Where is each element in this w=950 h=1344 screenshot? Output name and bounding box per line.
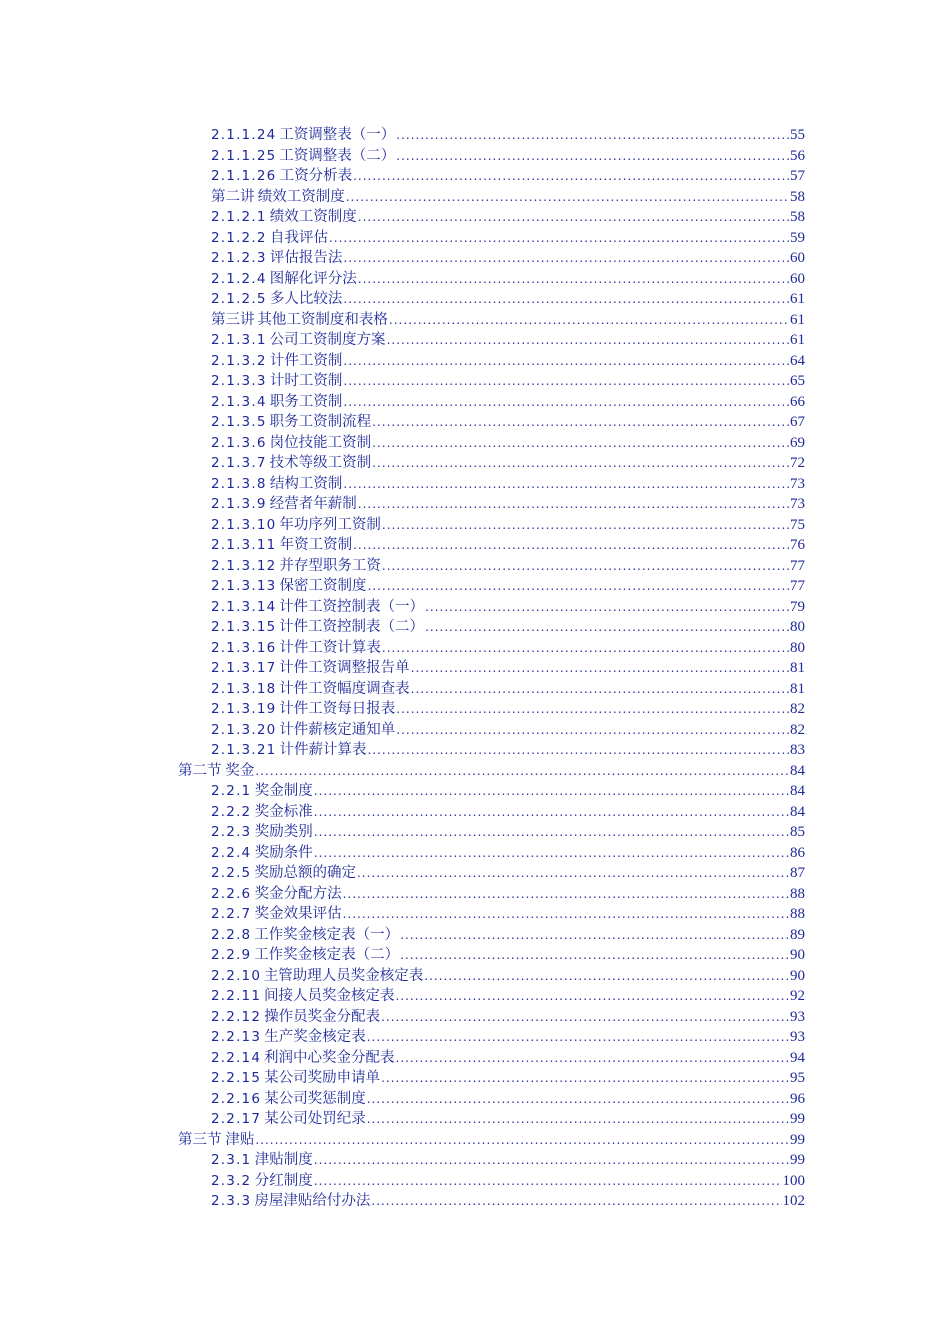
toc-entry-page: 93 [790,1008,805,1025]
toc-leader-dots [381,1068,789,1089]
toc-entry[interactable] [0,289,950,310]
toc-leader-dots [372,453,789,474]
toc-entry-number: 2.1.1.24 [211,127,277,143]
toc-entry-title: 奖励类别 [254,824,313,840]
toc-entry-title: 奖励总额的确定 [254,865,356,881]
toc-entry-page: 76 [790,537,805,553]
toc-entry-page: 82 [790,721,805,738]
toc-entry-title: 计件工资调整报告单 [279,660,410,676]
toc-entry-number: 2.1.3.4 [211,393,267,410]
toc-entry-page: 95 [790,1070,805,1086]
toc-entry-title: 结构工资制 [269,475,343,492]
toc-entry[interactable] [0,248,950,269]
toc-entry[interactable] [0,679,950,700]
toc-entry-number: 2.1.3.10 [211,516,277,533]
toc-leader-dots [357,863,789,884]
toc-leader-dots [411,658,789,679]
toc-entry[interactable] [0,658,950,679]
toc-entry-title: 房屋津贴给付办法 [254,1193,371,1209]
toc-entry-title: 奖金制度 [254,783,313,799]
toc-entry-title: 生产奖金核定表 [264,1029,366,1045]
toc-entry-number: 2.1.3.12 [211,557,277,574]
toc-entry-title: 计件工资控制表（二） [279,619,425,635]
toc-leader-dots [314,1171,782,1192]
toc-entry-number: 2.2.8 [211,926,252,943]
toc-entry[interactable] [0,925,950,946]
toc-entry-number: 2.1.3.9 [211,496,267,512]
toc-entry-page: 60 [790,250,805,266]
toc-entry-number: 2.3.3 [211,1193,252,1209]
toc-entry-page: 61 [790,311,805,328]
toc-entry[interactable] [0,351,950,372]
toc-entry-title: 奖金标准 [254,803,313,820]
toc-entry-title: 工资调整表（一） [279,127,396,143]
toc-leader-dots [343,351,789,372]
toc-entry-page: 79 [790,598,805,615]
toc-entry-title: 某公司奖励申请单 [264,1070,381,1086]
toc-entry-page: 65 [790,373,805,389]
toc-leader-dots [425,617,789,638]
toc-entry-title: 主管助理人员奖金核定表 [263,967,424,984]
toc-entry-number: 2.1.3.18 [211,680,277,697]
toc-entry[interactable] [0,1171,950,1192]
toc-leader-dots [367,1109,789,1130]
toc-entry[interactable] [0,986,950,1007]
toc-entry[interactable] [0,843,950,864]
toc-entry-page: 61 [790,291,805,307]
toc-entry-page: 81 [790,680,805,697]
toc-entry-number: 2.2.1 [211,783,252,799]
toc-leader-dots [314,781,789,802]
toc-entry[interactable] [0,453,950,474]
toc-entry-title: 奖金 [225,762,255,779]
toc-entry-title: 其他工资制度和表格 [257,311,388,328]
toc-entry[interactable] [0,638,950,659]
toc-entry-title: 计件工资幅度调查表 [279,680,410,697]
toc-leader-dots [358,269,789,290]
toc-entry-title: 图解化评分法 [269,270,357,287]
toc-entry[interactable] [0,412,950,433]
toc-entry-number: 2.2.4 [211,844,252,861]
toc-entry-number: 2.1.3.20 [211,721,277,738]
toc-entry-number: 2.1.3.13 [211,578,277,594]
toc-entry[interactable] [0,822,950,843]
toc-entry-number: 2.1.3.17 [211,660,277,676]
toc-entry-number: 2.1.3.5 [211,414,267,430]
toc-entry-number: 第二讲 [211,188,255,205]
toc-entry[interactable] [0,207,950,228]
toc-entry[interactable] [0,187,950,208]
toc-entry-page: 73 [790,475,805,492]
toc-entry-number: 2.2.12 [211,1008,262,1025]
toc-leader-dots [367,1027,789,1048]
toc-entry-page: 84 [790,762,805,779]
toc-entry-page: 86 [790,844,805,861]
toc-entry-number: 2.2.13 [211,1029,262,1045]
toc-leader-dots [358,207,789,228]
toc-entry-title: 奖金分配方法 [254,885,342,902]
toc-entry-page: 67 [790,414,805,430]
toc-entry-page: 72 [790,455,805,471]
toc-entry-number: 2.1.3.3 [211,373,267,389]
toc-entry-title: 职务工资制流程 [269,414,372,430]
toc-entry-number: 2.1.3.8 [211,475,267,492]
toc-entry-title: 多人比较法 [269,291,343,307]
toc-entry[interactable] [0,761,950,782]
toc-entry-page: 81 [790,660,805,676]
toc-entry-page: 96 [790,1090,805,1107]
toc-entry[interactable] [0,1027,950,1048]
toc-leader-dots [382,638,789,659]
toc-entry-page: 92 [790,988,805,1004]
toc-leader-dots [255,761,789,782]
toc-entry-title: 奖励条件 [254,844,313,861]
toc-entry[interactable] [0,740,950,761]
toc-leader-dots [353,535,789,556]
toc-entry-title: 公司工资制度方案 [269,332,386,348]
toc-entry[interactable] [0,1130,950,1151]
toc-entry-number: 2.2.5 [211,865,252,881]
toc-entry[interactable] [0,699,950,720]
toc-entry-page: 82 [790,701,805,717]
toc-entry-page: 94 [790,1049,805,1066]
toc-leader-dots [389,310,789,331]
toc-leader-dots [346,187,789,208]
toc-entry[interactable] [0,433,950,454]
toc-entry-title: 津贴制度 [254,1152,313,1168]
toc-leader-dots [396,125,789,146]
toc-leader-dots [372,433,789,454]
toc-entry-title: 经营者年薪制 [269,496,357,512]
toc-leader-dots [382,556,789,577]
toc-entry-number: 2.1.3.15 [211,619,277,635]
toc-entry-page: 88 [790,885,805,902]
toc-entry-number: 2.2.3 [211,824,252,840]
toc-entry-title: 工资调整表（二） [279,147,396,164]
toc-entry[interactable] [0,228,950,249]
toc-leader-dots [343,884,789,905]
toc-leader-dots [358,494,789,515]
toc-entry[interactable] [0,556,950,577]
toc-entry-number: 2.1.3.2 [211,352,267,369]
toc-entry[interactable] [0,945,950,966]
toc-entry[interactable] [0,330,950,351]
toc-leader-dots [343,904,789,925]
toc-entry-title: 某公司处罚纪录 [264,1111,366,1127]
toc-leader-dots [343,248,789,269]
toc-entry[interactable] [0,310,950,331]
toc-entry-page: 60 [790,270,805,287]
toc-leader-dots [367,740,789,761]
toc-entry-number: 2.2.16 [211,1090,262,1107]
toc-leader-dots [367,576,789,597]
toc-leader-dots [372,412,789,433]
toc-entry[interactable] [0,1089,950,1110]
toc-entry[interactable] [0,371,950,392]
toc-entry-number: 2.1.3.7 [211,455,267,471]
toc-entry[interactable] [0,1068,950,1089]
toc-entry-title: 绩效工资制度 [257,188,345,205]
toc-entry[interactable] [0,802,950,823]
toc-entry-title: 岗位技能工资制 [269,434,372,451]
toc-entry[interactable] [0,535,950,556]
toc-entry-number: 2.2.9 [211,947,252,963]
toc-leader-dots [396,699,789,720]
toc-entry-page: 87 [790,865,805,881]
toc-entry-title: 年功序列工资制 [279,516,381,533]
toc-entry[interactable] [0,1150,950,1171]
toc-entry-title: 津贴 [225,1131,255,1148]
toc-entry-page: 84 [790,783,805,799]
toc-entry[interactable] [0,166,950,187]
toc-entry-page: 57 [790,168,805,184]
toc-entry-number: 2.1.3.16 [211,639,277,656]
toc-entry-title: 计件薪计算表 [279,742,367,758]
toc-leader-dots [382,515,789,536]
table-of-contents [0,125,950,1212]
toc-entry-number: 2.1.3.14 [211,598,277,615]
toc-entry-page: 99 [790,1152,805,1168]
toc-entry-title: 工作奖金核定表（二） [254,947,400,963]
toc-leader-dots [343,371,789,392]
toc-entry-title: 计件工资每日报表 [279,701,396,717]
toc-entry-page: 100 [782,1172,805,1189]
toc-entry-page: 99 [790,1131,805,1148]
toc-entry-page: 75 [790,516,805,533]
toc-entry-page: 85 [790,824,805,840]
toc-entry-page: 55 [790,127,805,143]
toc-entry-title: 某公司奖惩制度 [264,1090,366,1107]
toc-entry[interactable] [0,269,950,290]
toc-entry[interactable] [0,515,950,536]
toc-entry-page: 84 [790,803,805,820]
toc-entry[interactable] [0,904,950,925]
toc-leader-dots [314,1150,789,1171]
toc-entry[interactable] [0,1191,950,1212]
toc-entry-page: 93 [790,1029,805,1045]
toc-entry[interactable] [0,392,950,413]
toc-entry-title: 自我评估 [269,229,328,246]
toc-entry-title: 利润中心奖金分配表 [263,1049,395,1066]
toc-entry-number: 2.1.3.11 [211,537,277,553]
toc-leader-dots [343,392,789,413]
toc-leader-dots [255,1130,789,1151]
toc-entry-page: 69 [790,434,805,451]
toc-entry-title: 年资工资制 [279,537,353,553]
toc-leader-dots [343,289,789,310]
toc-leader-dots [314,822,789,843]
toc-entry-title: 计时工资制 [269,373,343,389]
toc-leader-dots [411,679,789,700]
toc-leader-dots [425,597,789,618]
toc-leader-dots [387,330,789,351]
toc-entry[interactable] [0,617,950,638]
toc-entry-number: 2.1.2.3 [211,250,267,266]
toc-entry-number: 2.1.3.21 [211,742,277,758]
toc-entry-page: 90 [790,947,805,963]
toc-entry-page: 56 [790,147,805,164]
toc-entry-title: 操作员奖金分配表 [264,1008,381,1025]
toc-entry-page: 58 [790,188,805,205]
toc-leader-dots [314,802,789,823]
toc-leader-dots [396,720,789,741]
toc-leader-dots [314,843,789,864]
toc-entry-title: 评估报告法 [269,250,343,266]
toc-entry-title: 技术等级工资制 [269,455,372,471]
toc-entry-number: 2.2.17 [211,1111,262,1127]
toc-entry-page: 58 [790,209,805,225]
toc-entry-page: 99 [790,1111,805,1127]
toc-entry-number: 第二节 [178,762,222,779]
toc-entry-number: 2.2.6 [211,885,252,902]
toc-leader-dots [353,166,789,187]
toc-entry[interactable] [0,781,950,802]
toc-leader-dots [371,1191,781,1212]
toc-entry-page: 66 [790,393,805,410]
toc-entry-number: 2.2.7 [211,906,252,922]
toc-entry-number: 2.2.14 [211,1049,262,1066]
toc-entry-number: 2.1.3.6 [211,434,267,451]
toc-entry-title: 间接人员奖金核定表 [263,988,395,1004]
toc-entry[interactable] [0,125,950,146]
toc-leader-dots [400,925,789,946]
toc-entry-number: 2.3.2 [211,1172,252,1189]
toc-entry[interactable] [0,1109,950,1130]
toc-entry-page: 61 [790,332,805,348]
toc-entry-title: 绩效工资制度 [269,209,357,225]
toc-entry-number: 2.1.2.5 [211,291,267,307]
toc-entry-number: 第三节 [178,1131,222,1148]
toc-entry[interactable] [0,494,950,515]
toc-entry-title: 计件工资控制表（一） [279,598,425,615]
toc-entry[interactable] [0,863,950,884]
toc-entry-page: 90 [790,967,805,984]
toc-entry-page: 64 [790,352,805,369]
toc-entry-title: 工资分析表 [279,168,353,184]
toc-entry[interactable] [0,1007,950,1028]
toc-entry-number: 2.1.2.1 [211,209,267,225]
toc-leader-dots [395,986,789,1007]
toc-entry-page: 80 [790,619,805,635]
toc-entry[interactable] [0,966,950,987]
toc-leader-dots [400,945,789,966]
toc-entry-page: 88 [790,906,805,922]
toc-entry-number: 2.2.15 [211,1070,262,1086]
toc-entry-number: 2.2.10 [211,967,262,984]
toc-entry-number: 2.1.2.4 [211,270,267,287]
toc-entry-title: 工作奖金核定表（一） [254,926,400,943]
toc-entry-page: 102 [782,1193,805,1209]
toc-entry[interactable] [0,474,950,495]
toc-entry-title: 计件薪核定通知单 [279,721,396,738]
toc-entry-title: 计件工资计算表 [279,639,381,656]
toc-entry[interactable] [0,597,950,618]
toc-entry-title: 职务工资制 [269,393,343,410]
toc-entry-number: 2.1.3.19 [211,701,277,717]
toc-entry-page: 73 [790,496,805,512]
toc-entry-number: 第三讲 [211,311,255,328]
toc-leader-dots [424,966,789,987]
toc-entry[interactable] [0,576,950,597]
toc-entry-title: 奖金效果评估 [254,906,342,922]
toc-entry[interactable] [0,1048,950,1069]
toc-entry-page: 77 [790,557,805,574]
toc-entry-number: 2.1.3.1 [211,332,267,348]
toc-entry-number: 2.2.2 [211,803,252,820]
toc-leader-dots [343,474,789,495]
toc-entry-title: 计件工资制 [269,352,343,369]
toc-entry-title: 并存型职务工资 [279,557,381,574]
toc-entry-page: 89 [790,926,805,943]
toc-entry-page: 77 [790,578,805,594]
toc-leader-dots [381,1007,789,1028]
toc-leader-dots [396,146,789,167]
toc-entry-number: 2.1.1.26 [211,168,277,184]
toc-entry[interactable] [0,884,950,905]
toc-entry-number: 2.2.11 [211,988,262,1004]
toc-entry-page: 80 [790,639,805,656]
toc-entry-number: 2.3.1 [211,1152,252,1168]
toc-entry-page: 83 [790,742,805,758]
toc-entry-number: 2.1.1.25 [211,147,277,164]
toc-entry[interactable] [0,146,950,167]
toc-entry-number: 2.1.2.2 [211,229,267,246]
toc-entry-title: 保密工资制度 [279,578,367,594]
toc-leader-dots [367,1089,789,1110]
toc-entry[interactable] [0,720,950,741]
toc-entry-title: 分红制度 [254,1172,313,1189]
toc-leader-dots [395,1048,789,1069]
toc-entry-page: 59 [790,229,805,246]
toc-leader-dots [329,228,789,249]
